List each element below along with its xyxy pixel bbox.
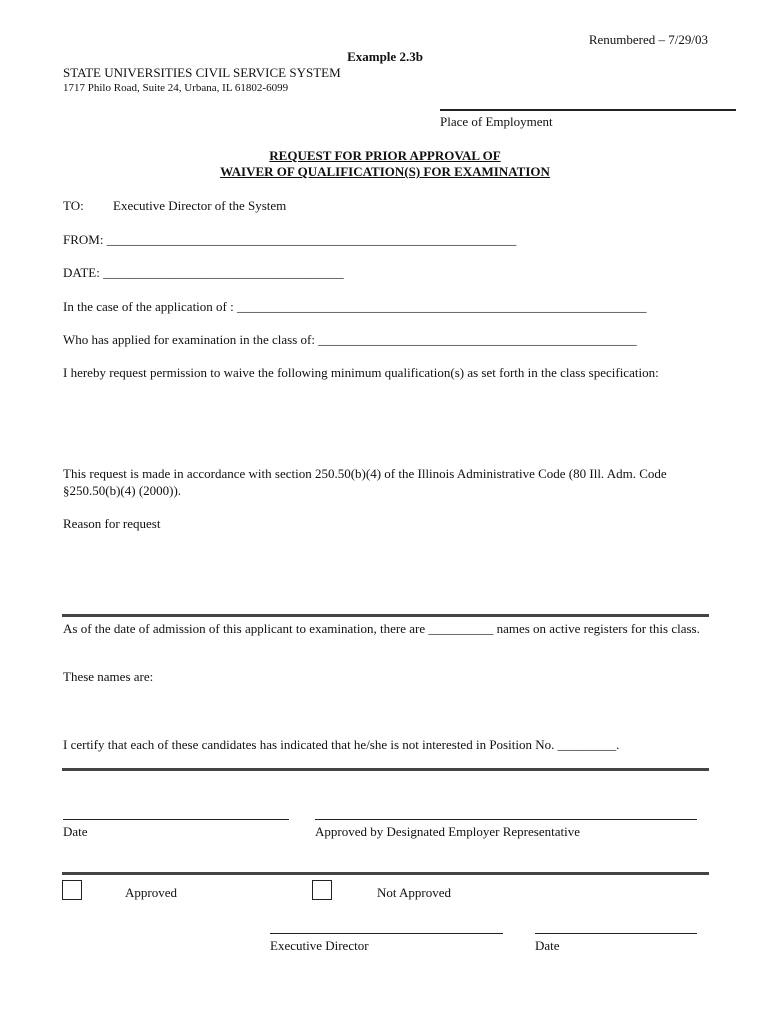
approved-checkbox[interactable] — [62, 880, 82, 900]
renumbered-date: Renumbered – 7/29/03 — [588, 32, 708, 47]
director-date-label: Date — [535, 938, 560, 953]
section-divider-1 — [62, 614, 709, 617]
executive-director-signature-line[interactable] — [270, 933, 503, 934]
org-address: 1717 Philo Road, Suite 24, Urbana, IL 61802-6099 — [63, 82, 289, 94]
section-divider-3 — [62, 872, 709, 875]
section-divider-2 — [62, 768, 709, 771]
approved-label: Approved — [125, 885, 177, 900]
org-name: STATE UNIVERSITIES CIVIL SERVICE SYSTEM — [63, 65, 341, 80]
example-number: Example 2.3b — [347, 49, 423, 64]
applicant-field[interactable]: In the case of the application of : _______________________________________________________________ — [63, 299, 647, 314]
employer-rep-signature-line[interactable] — [315, 819, 697, 820]
executive-director-label: Executive Director — [270, 938, 369, 953]
accordance-paragraph: This request is made in accordance with section 250.50(b)(4) of the Illinois Administrative Code (80 Ill. Adm. Code §250.50(b)(4) (2000)). — [63, 466, 667, 498]
date-signature-line[interactable] — [63, 819, 289, 820]
names-label: These names are: — [63, 669, 154, 684]
to-value: Executive Director of the System — [113, 198, 287, 213]
director-date-line[interactable] — [535, 933, 697, 934]
form-title-line2: WAIVER OF QUALIFICATION(S) FOR EXAMINATION — [220, 164, 550, 179]
from-field[interactable]: FROM: _______________________________________________________________ — [63, 232, 517, 247]
not-approved-label: Not Approved — [377, 885, 452, 900]
admission-paragraph: As of the date of admission of this applicant to examination, there are __________ names on active registers for this class. — [63, 621, 700, 636]
certify-statement: I certify that each of these candidates has indicated that he/she is not interested in Position No. _________. — [63, 737, 620, 752]
place-of-employment-line[interactable] — [440, 109, 736, 111]
form-title-line1: REQUEST FOR PRIOR APPROVAL OF — [269, 148, 501, 163]
reason-label: Reason for request — [63, 516, 161, 531]
place-of-employment-label: Place of Employment — [440, 114, 553, 129]
not-approved-checkbox[interactable] — [312, 880, 332, 900]
class-field[interactable]: Who has applied for examination in the class of: _________________________________________________ — [63, 332, 637, 347]
date-field[interactable]: DATE: _____________________________________ — [63, 265, 344, 280]
date-label: Date — [63, 824, 88, 839]
to-label: TO: — [63, 198, 84, 213]
waiver-request-text: I hereby request permission to waive the following minimum qualification(s) as set forth in the class specification: — [63, 365, 659, 380]
approved-by-label: Approved by Designated Employer Representative — [315, 824, 580, 839]
